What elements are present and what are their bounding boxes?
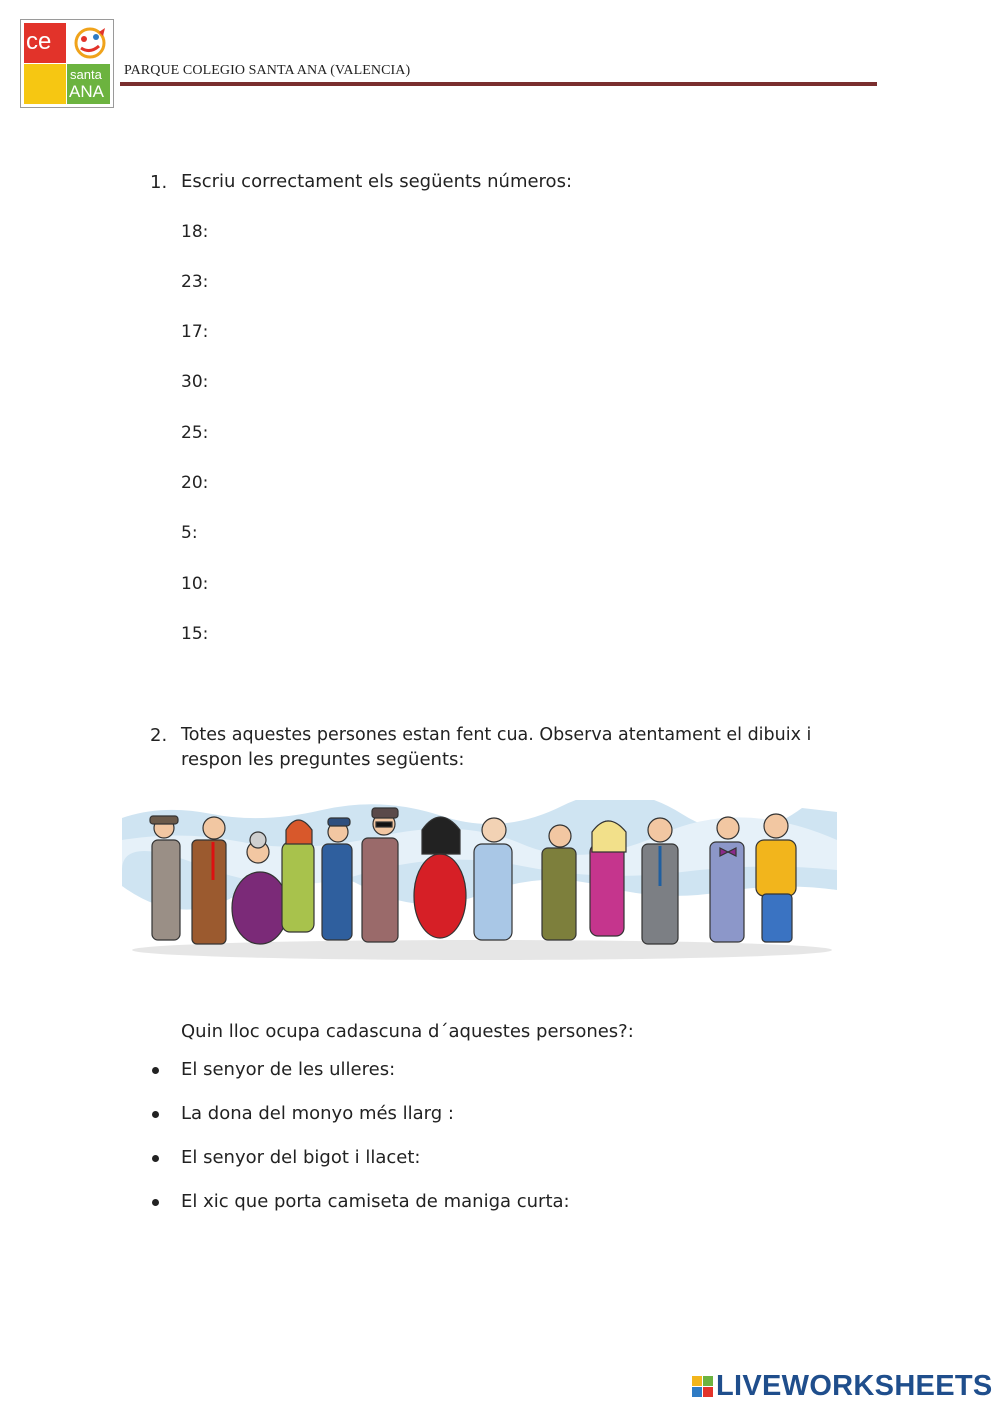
- bullet-icon: [152, 1111, 159, 1118]
- exercise1-prompt: Escriu correctament els següents números:: [181, 171, 573, 192]
- question-item: El xic que porta camiseta de maniga curta:: [181, 1191, 570, 1212]
- logo-text-ana: ANA: [69, 82, 104, 101]
- question-item: El senyor de les ulleres:: [181, 1059, 396, 1080]
- exercise1-number: 1.: [150, 172, 168, 193]
- header-divider: [120, 82, 877, 86]
- question-item: La dona del monyo més llarg :: [181, 1103, 454, 1124]
- exercise2-prompt-line2: respon les preguntes següents:: [181, 749, 465, 770]
- bullet-icon: [152, 1067, 159, 1074]
- exercise2-question: Quin lloc ocupa cadascuna d´aquestes persones?:: [181, 1021, 634, 1042]
- exercise2-number: 2.: [150, 725, 168, 746]
- number-item: 10:: [181, 574, 209, 594]
- people-queue-illustration: [122, 800, 837, 968]
- school-name: PARQUE COLEGIO SANTA ANA (VALENCIA): [124, 63, 411, 78]
- bullet-icon: [152, 1199, 159, 1206]
- number-item: 18:: [181, 222, 209, 242]
- logo-text-ce: ce: [26, 28, 52, 55]
- exercise2-prompt-line1: Totes aquestes persones estan fent cua. Observa atentament el dibuix i: [181, 725, 812, 745]
- number-item: 20:: [181, 473, 209, 493]
- liveworksheets-brand: LIVEWORKSHEETS: [716, 1370, 993, 1402]
- number-item: 30:: [181, 372, 209, 392]
- number-item: 15:: [181, 624, 209, 644]
- number-item: 17:: [181, 322, 209, 342]
- logo-text-santa: santa: [70, 67, 102, 82]
- logo-figures-icon: [69, 24, 111, 62]
- bullet-icon: [152, 1155, 159, 1162]
- number-item: 5:: [181, 523, 198, 543]
- question-item: El senyor del bigot i llacet:: [181, 1147, 421, 1168]
- liveworksheets-logo-icon: [692, 1376, 714, 1398]
- number-item: 23:: [181, 272, 209, 292]
- number-item: 25:: [181, 423, 209, 443]
- school-logo: [20, 19, 114, 108]
